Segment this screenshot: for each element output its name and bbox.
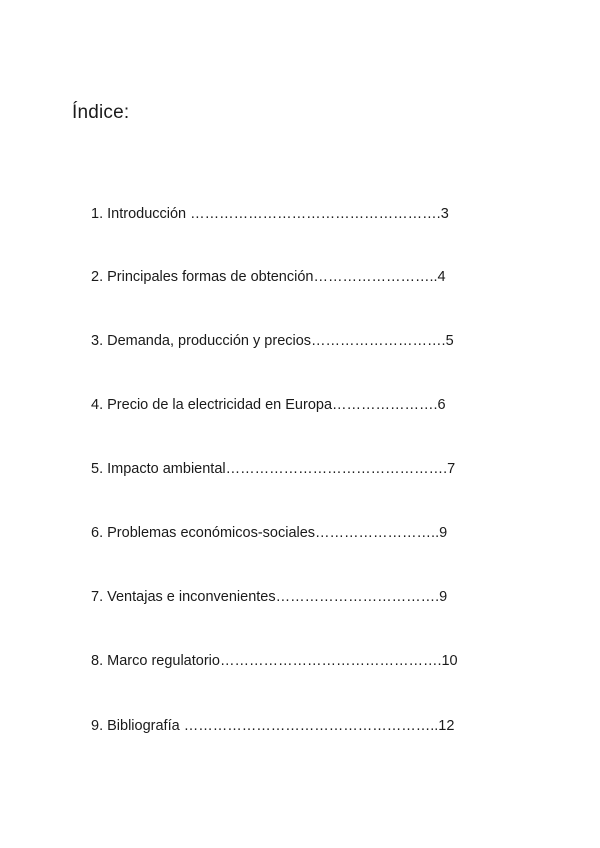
toc-entry-page: 9: [439, 589, 448, 605]
toc-entry-leader: ……………………………………………..: [179, 718, 439, 734]
toc-entry-number: 4.: [91, 397, 104, 413]
page-title: Índice:: [72, 102, 130, 123]
toc-entry-label: Principales formas de obtención: [107, 269, 314, 285]
toc-entry: [91, 523, 447, 543]
toc-entry: [91, 267, 446, 287]
toc-entry-label: Problemas económicos-sociales: [107, 525, 316, 541]
toc-entry-label: Impacto ambiental: [107, 461, 226, 477]
toc-entry: [91, 716, 454, 736]
toc-entry-label: Demanda, producción y precios: [107, 333, 312, 349]
toc-entry: [91, 204, 449, 224]
toc-entry-leader: ……………………..: [315, 525, 440, 541]
toc-entry-label: Precio de la electricidad en Europa: [107, 397, 333, 413]
toc-entry-number: 7.: [91, 589, 104, 605]
toc-entry-number: 1.: [91, 206, 104, 222]
toc-entry-leader: …………………………….: [275, 589, 440, 605]
toc-entry-number: 2.: [91, 269, 104, 285]
toc-entry-number: 5.: [91, 461, 104, 477]
toc-entry-page: 4: [437, 269, 446, 285]
toc-entry: [91, 459, 455, 479]
toc-entry: [91, 331, 454, 351]
toc-entry-page: 10: [441, 653, 458, 669]
toc-entry: [91, 395, 446, 415]
toc-entry-page: 9: [439, 525, 448, 541]
toc-entry-label: Introducción: [107, 206, 187, 222]
toc-entry-leader: ……………………………………….: [219, 653, 442, 669]
toc-entry-leader: ……………………………………….: [225, 461, 448, 477]
toc-entry-label: Marco regulatorio: [107, 653, 220, 669]
toc-entry-page: 6: [437, 397, 446, 413]
toc-entry-page: 3: [440, 206, 449, 222]
toc-entry-page: 7: [447, 461, 456, 477]
toc-entry-number: 8.: [91, 653, 104, 669]
toc-entry-number: 6.: [91, 525, 104, 541]
toc-entry: [91, 651, 458, 671]
toc-entry: [91, 587, 447, 607]
toc-entry-leader: ………………….: [332, 397, 438, 413]
toc-entry-label: Ventajas e inconvenientes: [107, 589, 276, 605]
toc-entry-number: 9.: [91, 718, 104, 734]
toc-entry-number: 3.: [91, 333, 104, 349]
toc-entry-page: 12: [438, 718, 455, 734]
toc-entry-leader: ……………………….: [311, 333, 446, 349]
toc-entry-label: Bibliografía: [107, 718, 180, 734]
toc-entry-page: 5: [445, 333, 454, 349]
toc-entry-leader: …………………………………………….: [186, 206, 441, 222]
toc-entry-leader: ……………………..: [313, 269, 438, 285]
